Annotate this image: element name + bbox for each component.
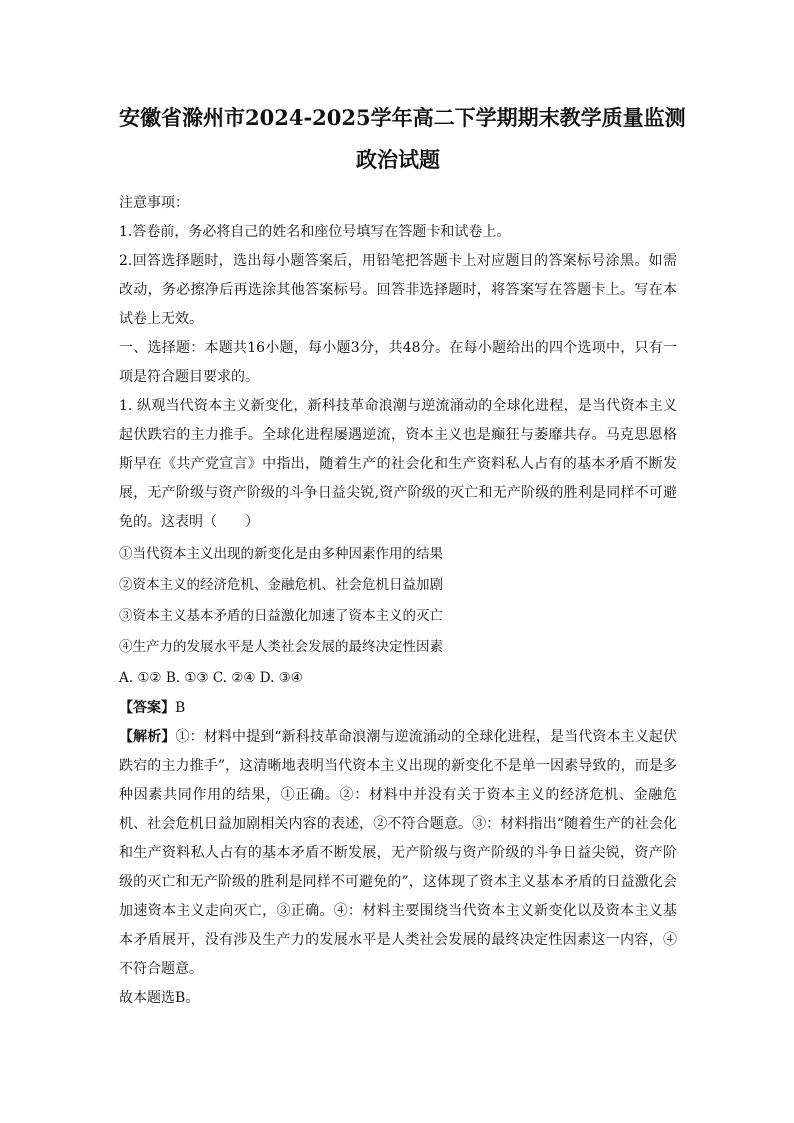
- page-title: 安徽省滁州市2024-2025学年高二下学期期末教学质量监测: [119, 105, 686, 130]
- document-page: [119, 100, 686, 1013]
- answer-choices: A. ①② B. ①③ C. ②④ D. ③④: [119, 670, 303, 686]
- analysis-paragraph: [119, 723, 677, 984]
- answer-line: [119, 694, 677, 723]
- section-heading: 一、选择题：本题共16小题，每小题3分，共48分。在每小题给出的四个选项中，只有一项是符合题目要求的。: [119, 340, 677, 385]
- statement-3: ③资本主义基本矛盾的日益激化加速了资本主义的灭亡: [119, 608, 443, 624]
- answer-label: 【答案】: [119, 700, 175, 716]
- analysis-conclusion: 故本题选B。: [119, 990, 200, 1006]
- analysis-label: 【解析】: [119, 729, 176, 745]
- answer-value: B: [175, 700, 186, 716]
- question-stem: 1. 纵观当代资本主义新变化，新科技革命浪潮与逆流涌动的全球化进程，是当代资本主义起伏跌宕的主力推手。全球化进程屡遇逆流，资本主义也是癫狂与萎靡共存。马克思恩格斯早在《共产党宣言》中指出，随着生产的社会化和生产资料私人占有的基本矛盾不断发展，无产阶级与资产阶级的斗争日益尖锐,资产阶级的灭亡和无产阶级的胜利是同样不可避免的。这表明（ ）: [119, 398, 677, 530]
- page-subtitle: 政治试题: [356, 147, 440, 172]
- note-item-2: 2.回答选择题时，选出每小题答案后，用铅笔把答题卡上对应题目的答案标号涂黑。如需改动，务必擦净后再选涂其他答案标号。回答非选择题时，将答案写在答题卡上。写在本试卷上无效。: [119, 253, 677, 327]
- statement-2: ②资本主义的经济危机、金融危机、社会危机日益加剧: [119, 577, 443, 593]
- notes-heading: 注意事项：: [119, 195, 189, 211]
- note-item-1: 1.答卷前，务必将自己的姓名和座位号填写在答题卡和试卷上。: [119, 224, 511, 240]
- statement-1: ①当代资本主义出现的新变化是由多种因素作用的结果: [119, 546, 443, 562]
- analysis-text: ①：材料中提到“新科技革命浪潮与逆流涌动的全球化进程，是当代资本主义起伏跌宕的主力推手”，这清晰地表明当代资本主义出现的新变化不是单一因素导致的，而是多种因素共同作用的结果，①正确。②：材料中并没有关于资本主义的经济危机、金融危机、社会危机日益加剧相关内容的表述，②不符合题意。③：材料指出“随着生产的社会化和生产资料私人占有的基本矛盾不断发展，无产阶级与资产阶级的斗争日益尖锐，资产阶级的灭亡和无产阶级的胜利是同样不可避免的”，这体现了资本主义基本矛盾的日益激化会加速资本主义走向灭亡，③正确。④：材料主要围绕当代资本主义新变化以及资本主义基本矛盾展开，没有涉及生产力的发展水平是人类社会发展的最终决定性因素这一内容，④不符合题意。: [119, 729, 678, 977]
- statement-4: ④生产力的发展水平是人类社会发展的最终决定性因素: [119, 639, 443, 655]
